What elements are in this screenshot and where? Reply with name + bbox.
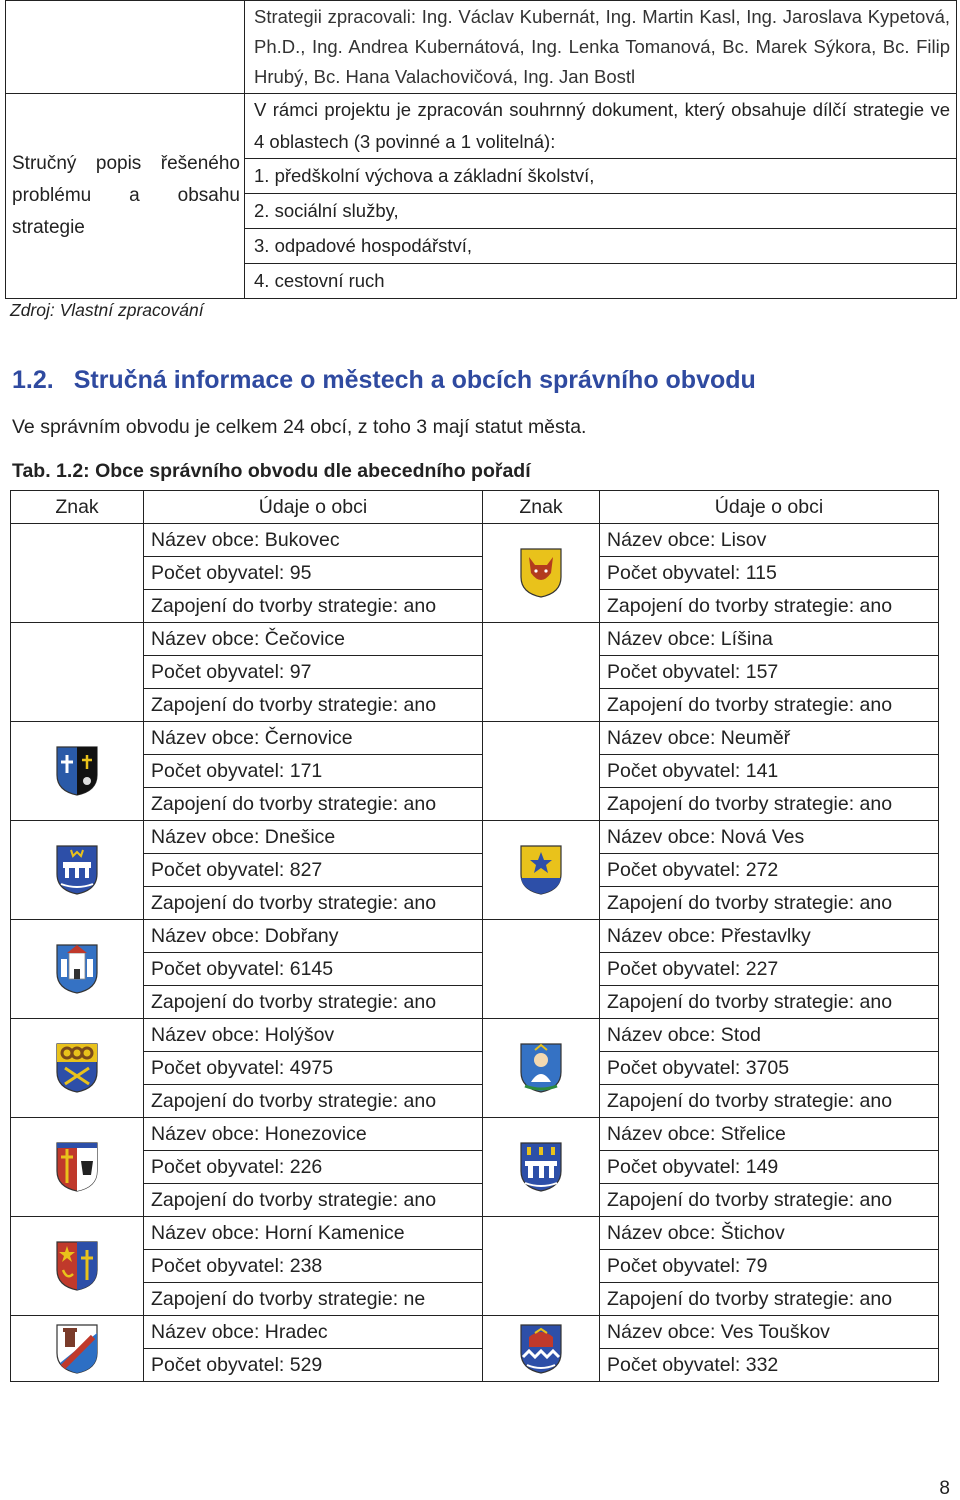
table-caption: Tab. 1.2: Obce správního obvodu dle abecedního pořadí xyxy=(12,460,531,482)
participation: Zapojení do tvorby strategie: ano xyxy=(600,1085,939,1118)
table-row xyxy=(11,854,939,887)
section-intro: Ve správním obvodu je celkem 24 obcí, z toho 3 mají statut města. xyxy=(12,416,587,438)
table-row xyxy=(11,1118,939,1151)
participation: Zapojení do tvorby strategie: ano xyxy=(600,788,939,821)
area-item: 1. předškolní výchova a základní školství, xyxy=(245,158,956,193)
table-row xyxy=(11,821,939,854)
participation: Zapojení do tvorby strategie: ano xyxy=(144,788,483,821)
population: Počet obyvatel: 3705 xyxy=(600,1052,939,1085)
crest-cell xyxy=(11,623,144,722)
municipality-name: Název obce: Lisov xyxy=(600,524,939,557)
table-row xyxy=(11,1151,939,1184)
participation: Zapojení do tvorby strategie: ano xyxy=(144,1085,483,1118)
table-row xyxy=(11,953,939,986)
nova-ves-crest-icon xyxy=(519,844,563,896)
participation: Zapojení do tvorby strategie: ano xyxy=(600,986,939,1019)
crest-cell xyxy=(11,722,144,821)
hradec-crest-icon xyxy=(55,1323,99,1375)
population: Počet obyvatel: 6145 xyxy=(144,953,483,986)
table-row xyxy=(11,623,939,656)
municipality-name: Název obce: Hradec xyxy=(144,1316,483,1349)
ves-touskov-crest-icon xyxy=(519,1323,563,1375)
crest-cell xyxy=(483,920,600,1019)
header-info: Údaje o obci xyxy=(144,491,483,524)
table-header-row xyxy=(11,491,939,524)
header-info: Údaje o obci xyxy=(600,491,939,524)
description-label: Stručný popis řešeného problému a obsahu strategie xyxy=(12,153,240,238)
summary-table xyxy=(5,0,957,299)
crest-cell xyxy=(483,524,600,623)
crest-cell xyxy=(483,1019,600,1118)
participation: Zapojení do tvorby strategie: ano xyxy=(144,887,483,920)
table-row xyxy=(11,788,939,821)
participation: Zapojení do tvorby strategie: ano xyxy=(144,986,483,1019)
crest-cell xyxy=(483,1118,600,1217)
cernovice-crest-icon xyxy=(55,745,99,797)
municipality-name: Název obce: Bukovec xyxy=(144,524,483,557)
crest-cell xyxy=(483,722,600,821)
crest-cell xyxy=(11,821,144,920)
area-item: 3. odpadové hospodářství, xyxy=(245,228,956,263)
municipalities-table xyxy=(10,490,939,1382)
source-note: Zdroj: Vlastní zpracování xyxy=(10,300,204,320)
crest-cell xyxy=(11,1217,144,1316)
participation: Zapojení do tvorby strategie: ano xyxy=(600,590,939,623)
population: Počet obyvatel: 332 xyxy=(600,1349,939,1382)
municipality-name: Název obce: Přestavlky xyxy=(600,920,939,953)
strelice-crest-icon xyxy=(519,1141,563,1193)
table-row xyxy=(11,986,939,1019)
table-row xyxy=(11,590,939,623)
crest-cell xyxy=(483,1217,600,1316)
population: Počet obyvatel: 272 xyxy=(600,854,939,887)
municipality-name: Název obce: Nová Ves xyxy=(600,821,939,854)
municipality-name: Název obce: Honezovice xyxy=(144,1118,483,1151)
participation: Zapojení do tvorby strategie: ano xyxy=(144,1184,483,1217)
table-row xyxy=(11,689,939,722)
population: Počet obyvatel: 79 xyxy=(600,1250,939,1283)
honezovice-crest-icon xyxy=(55,1141,99,1193)
population: Počet obyvatel: 238 xyxy=(144,1250,483,1283)
municipality-name: Název obce: Holýšov xyxy=(144,1019,483,1052)
section-title: Stručná informace o městech a obcích správního obvodu xyxy=(73,366,756,394)
table-row xyxy=(11,722,939,755)
lisov-crest-icon xyxy=(519,547,563,599)
population: Počet obyvatel: 141 xyxy=(600,755,939,788)
crest-cell xyxy=(483,821,600,920)
participation: Zapojení do tvorby strategie: ano xyxy=(600,1283,939,1316)
participation: Zapojení do tvorby strategie: ano xyxy=(600,689,939,722)
crest-cell xyxy=(11,524,144,623)
crest-cell xyxy=(483,623,600,722)
table-row xyxy=(11,1085,939,1118)
participation: Zapojení do tvorby strategie: ano xyxy=(600,887,939,920)
area-item: 2. sociální služby, xyxy=(245,193,956,228)
population: Počet obyvatel: 115 xyxy=(600,557,939,590)
table-row xyxy=(11,1349,939,1382)
holysov-crest-icon xyxy=(55,1042,99,1094)
page-number: 8 xyxy=(939,1478,950,1499)
crest-cell xyxy=(11,920,144,1019)
municipality-name: Název obce: Čečovice xyxy=(144,623,483,656)
table-row xyxy=(11,1283,939,1316)
description-cell xyxy=(245,94,957,299)
table-row xyxy=(11,920,939,953)
municipality-name: Název obce: Střelice xyxy=(600,1118,939,1151)
dobrany-crest-icon xyxy=(55,943,99,995)
population: Počet obyvatel: 171 xyxy=(144,755,483,788)
table-row xyxy=(11,524,939,557)
population: Počet obyvatel: 4975 xyxy=(144,1052,483,1085)
table-row xyxy=(11,557,939,590)
description-label-cell xyxy=(6,94,245,299)
section-number: 1.2. xyxy=(12,366,54,394)
table-row xyxy=(11,656,939,689)
table-row xyxy=(11,1184,939,1217)
population: Počet obyvatel: 529 xyxy=(144,1349,483,1382)
municipality-name: Název obce: Černovice xyxy=(144,722,483,755)
participation: Zapojení do tvorby strategie: ne xyxy=(144,1283,483,1316)
table-row xyxy=(11,1019,939,1052)
municipality-name: Název obce: Ves Touškov xyxy=(600,1316,939,1349)
horni-kamenice-crest-icon xyxy=(55,1240,99,1292)
population: Počet obyvatel: 97 xyxy=(144,656,483,689)
municipality-name: Název obce: Stod xyxy=(600,1019,939,1052)
stod-crest-icon xyxy=(519,1042,563,1094)
population: Počet obyvatel: 226 xyxy=(144,1151,483,1184)
area-item: 4. cestovní ruch xyxy=(245,263,956,298)
dnesice-crest-icon xyxy=(55,844,99,896)
municipality-name: Název obce: Horní Kamenice xyxy=(144,1217,483,1250)
table-row xyxy=(11,755,939,788)
table-row xyxy=(11,1250,939,1283)
municipality-name: Název obce: Dnešice xyxy=(144,821,483,854)
table-row xyxy=(11,1052,939,1085)
table-row xyxy=(11,887,939,920)
municipality-name: Název obce: Neuměř xyxy=(600,722,939,755)
participation: Zapojení do tvorby strategie: ano xyxy=(600,1184,939,1217)
municipality-name: Název obce: Štichov xyxy=(600,1217,939,1250)
municipality-name: Název obce: Dobřany xyxy=(144,920,483,953)
table-row xyxy=(11,1316,939,1349)
population: Počet obyvatel: 149 xyxy=(600,1151,939,1184)
municipality-name: Název obce: Líšina xyxy=(600,623,939,656)
summary-table-empty-cell xyxy=(6,1,245,94)
population: Počet obyvatel: 95 xyxy=(144,557,483,590)
description-text: V rámci projektu je zpracován souhrnný dokument, který obsahuje dílčí strategie ve 4 oblastech (3 povinné a 1 volitelná): xyxy=(254,99,950,152)
header-crest: Znak xyxy=(483,491,600,524)
crest-cell xyxy=(11,1316,144,1382)
population: Počet obyvatel: 827 xyxy=(144,854,483,887)
population: Počet obyvatel: 157 xyxy=(600,656,939,689)
population: Počet obyvatel: 227 xyxy=(600,953,939,986)
participation: Zapojení do tvorby strategie: ano xyxy=(144,689,483,722)
authors-cell xyxy=(245,1,957,94)
table-row xyxy=(11,1217,939,1250)
authors-text: Strategii zpracovali: Ing. Václav Kubernát, Ing. Martin Kasl, Ing. Jaroslava Kypetová, Ph.D., Ing. Andrea Kubernátová, Ing. Lenka Tomanová, Bc. Marek Sýkora, Bc. Filip Hrubý, Bc. Hana Valachovičová, Ing. Jan Bostl xyxy=(254,6,950,87)
section-heading xyxy=(12,366,756,395)
crest-cell xyxy=(483,1316,600,1382)
crest-cell xyxy=(11,1019,144,1118)
header-crest: Znak xyxy=(11,491,144,524)
participation: Zapojení do tvorby strategie: ano xyxy=(144,590,483,623)
crest-cell xyxy=(11,1118,144,1217)
